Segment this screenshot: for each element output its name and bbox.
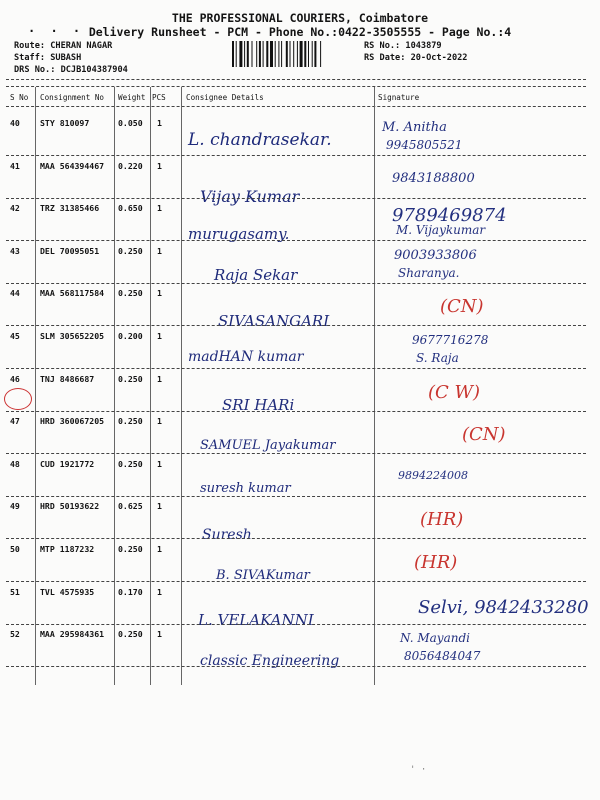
row-signature: Selvi, 9842433280 [418,597,589,618]
row-consignee-handwritten: SAMUEL Jayakumar [200,438,336,453]
row-weight: 0.250 [118,288,143,298]
row-sno: 50 [10,544,20,554]
row-consignment-no: TVL 4575935 [40,587,95,597]
row-signature: 9677716278 [412,333,489,347]
row-sno: 43 [10,246,20,256]
row-pcs: 1 [157,459,162,469]
col-consignee: Consignee Details [186,93,264,102]
row-sno: 48 [10,459,20,469]
row-weight: 0.250 [118,374,143,384]
row-consignment-no: HRD 50193622 [40,501,100,511]
row-pcs: 1 [157,501,162,511]
row-weight: 0.220 [118,161,143,171]
table-row [0,629,600,673]
row-consignment-no: HRD 360067205 [40,416,105,426]
row-sno: 49 [10,501,20,511]
row-signature: (CN) [462,424,506,445]
barcode-image [232,41,356,67]
row-sno: 44 [10,288,20,298]
row-signature: (HR) [420,509,464,530]
row-consignment-no: STY 810097 [40,118,90,128]
row-divider [6,538,586,539]
row-divider [6,624,586,625]
table-row [0,587,600,631]
col-signature: Signature [378,93,420,102]
row-pcs: 1 [157,544,162,554]
row-consignee-handwritten: B. SIVAKumar [216,568,310,583]
row-sno: 47 [10,416,20,426]
col-sno: S No [10,93,29,102]
runsheet-title: Delivery Runsheet - PCM - Phone No.:0422-3505555 - Page No.:4 [88,25,512,39]
row-divider [6,368,586,369]
scan-marks: ' · [410,765,427,775]
row-consignment-no: MAA 295984361 [40,629,105,639]
row-46-circle-mark [4,388,32,410]
row-divider [6,325,586,326]
row-weight: 0.250 [118,544,143,554]
row-divider [6,666,586,667]
row-signature: (HR) [414,552,458,573]
table-row [0,246,600,290]
header-divider [6,79,586,80]
row-consignee-handwritten: SIVASANGARI [218,312,330,330]
company-title: THE PROFESSIONAL COURIERS, Coimbatore [171,11,429,25]
row-sno: 51 [10,587,20,597]
table-row [0,118,600,162]
row-weight: 0.170 [118,587,143,597]
row-weight: 0.250 [118,246,143,256]
row-pcs: 1 [157,203,162,213]
row-weight: 0.250 [118,459,143,469]
row-signature-extra: M. Vijaykumar [396,223,486,237]
row-consignee-handwritten: murugasamy. [188,225,290,243]
row-consignee-handwritten: L. VELAKANNI [198,611,314,629]
row-signature: 9843188800 [392,171,475,186]
row-consignment-no: CUD 1921772 [40,459,95,469]
row-weight: 0.250 [118,629,143,639]
row-consignee-handwritten: madHAN kumar [188,349,304,365]
row-signature: (C W) [428,382,481,403]
row-divider [6,581,586,582]
row-divider [6,155,586,156]
row-consignment-no: DEL 70095051 [40,246,100,256]
row-consignment-no: TRZ 31385466 [40,203,100,213]
row-pcs: 1 [157,288,162,298]
row-pcs: 1 [157,161,162,171]
row-pcs: 1 [157,246,162,256]
row-consignment-no: MAA 568117584 [40,288,105,298]
table-row [0,331,600,375]
table-row [0,161,600,205]
row-pcs: 1 [157,118,162,128]
row-weight: 0.050 [118,118,143,128]
row-pcs: 1 [157,629,162,639]
rs-date: RS Date: 20-Oct-2022 [364,53,468,63]
rs-number: RS No.: 1043879 [364,41,442,51]
table-row [0,544,600,588]
header-divider-2 [6,86,586,87]
row-divider [6,283,586,284]
row-signature: 9894224008 [398,469,468,482]
table-row [0,459,600,503]
row-sno: 42 [10,203,20,213]
row-sno: 41 [10,161,20,171]
row-consignee-handwritten: Vijay Kumar [200,187,300,206]
dot-marks: · · · [28,24,85,38]
row-divider [6,240,586,241]
row-signature: (CN) [440,296,484,317]
table-row [0,288,600,332]
row-signature: N. Mayandi [400,631,470,645]
row-consignee-handwritten: SRI HARi [222,396,295,414]
col-pcs: PCS [152,93,166,102]
col-consignment: Consignment No [40,93,105,102]
row-consignee-handwritten: Raja Sekar [214,266,298,284]
row-consignment-no: TNJ 8486687 [40,374,95,384]
column-divider [6,106,586,107]
row-sno: 46 [10,374,20,384]
row-sno: 52 [10,629,20,639]
route-label: Route: CHERAN NAGAR [14,41,113,51]
row-sno: 40 [10,118,20,128]
table-row [0,416,600,460]
row-weight: 0.650 [118,203,143,213]
row-consignee-handwritten: Suresh [202,527,252,543]
row-consignee-handwritten: L. chandrasekar. [188,130,332,150]
row-consignee-handwritten: classic Engineering [200,653,340,669]
row-consignment-no: MTP 1187232 [40,544,95,554]
row-consignee-handwritten: suresh kumar [200,481,291,496]
table-row [0,203,600,247]
row-signature-extra: 9945805521 [386,138,463,152]
row-pcs: 1 [157,331,162,341]
row-signature-extra: Sharanya. [398,266,460,280]
col-weight: Weight [118,93,146,102]
row-weight: 0.200 [118,331,143,341]
drs-number: DRS No.: DCJB104387904 [14,65,128,75]
staff-label: Staff: SUBASH [14,53,82,63]
row-weight: 0.250 [118,416,143,426]
row-pcs: 1 [157,374,162,384]
row-signature: 9789469874 [392,205,507,226]
row-divider [6,496,586,497]
row-sno: 45 [10,331,20,341]
row-divider [6,411,586,412]
row-pcs: 1 [157,587,162,597]
row-signature: M. Anitha [382,120,447,135]
row-signature-extra: 8056484047 [404,649,481,663]
row-signature-extra: S. Raja [416,351,459,365]
row-consignment-no: SLM 305652205 [40,331,105,341]
table-row [0,374,600,418]
row-divider [6,198,586,199]
row-pcs: 1 [157,416,162,426]
row-consignment-no: MAA 564394467 [40,161,105,171]
row-signature: 9003933806 [394,248,477,263]
row-divider [6,453,586,454]
row-weight: 0.625 [118,501,143,511]
table-row [0,501,600,545]
